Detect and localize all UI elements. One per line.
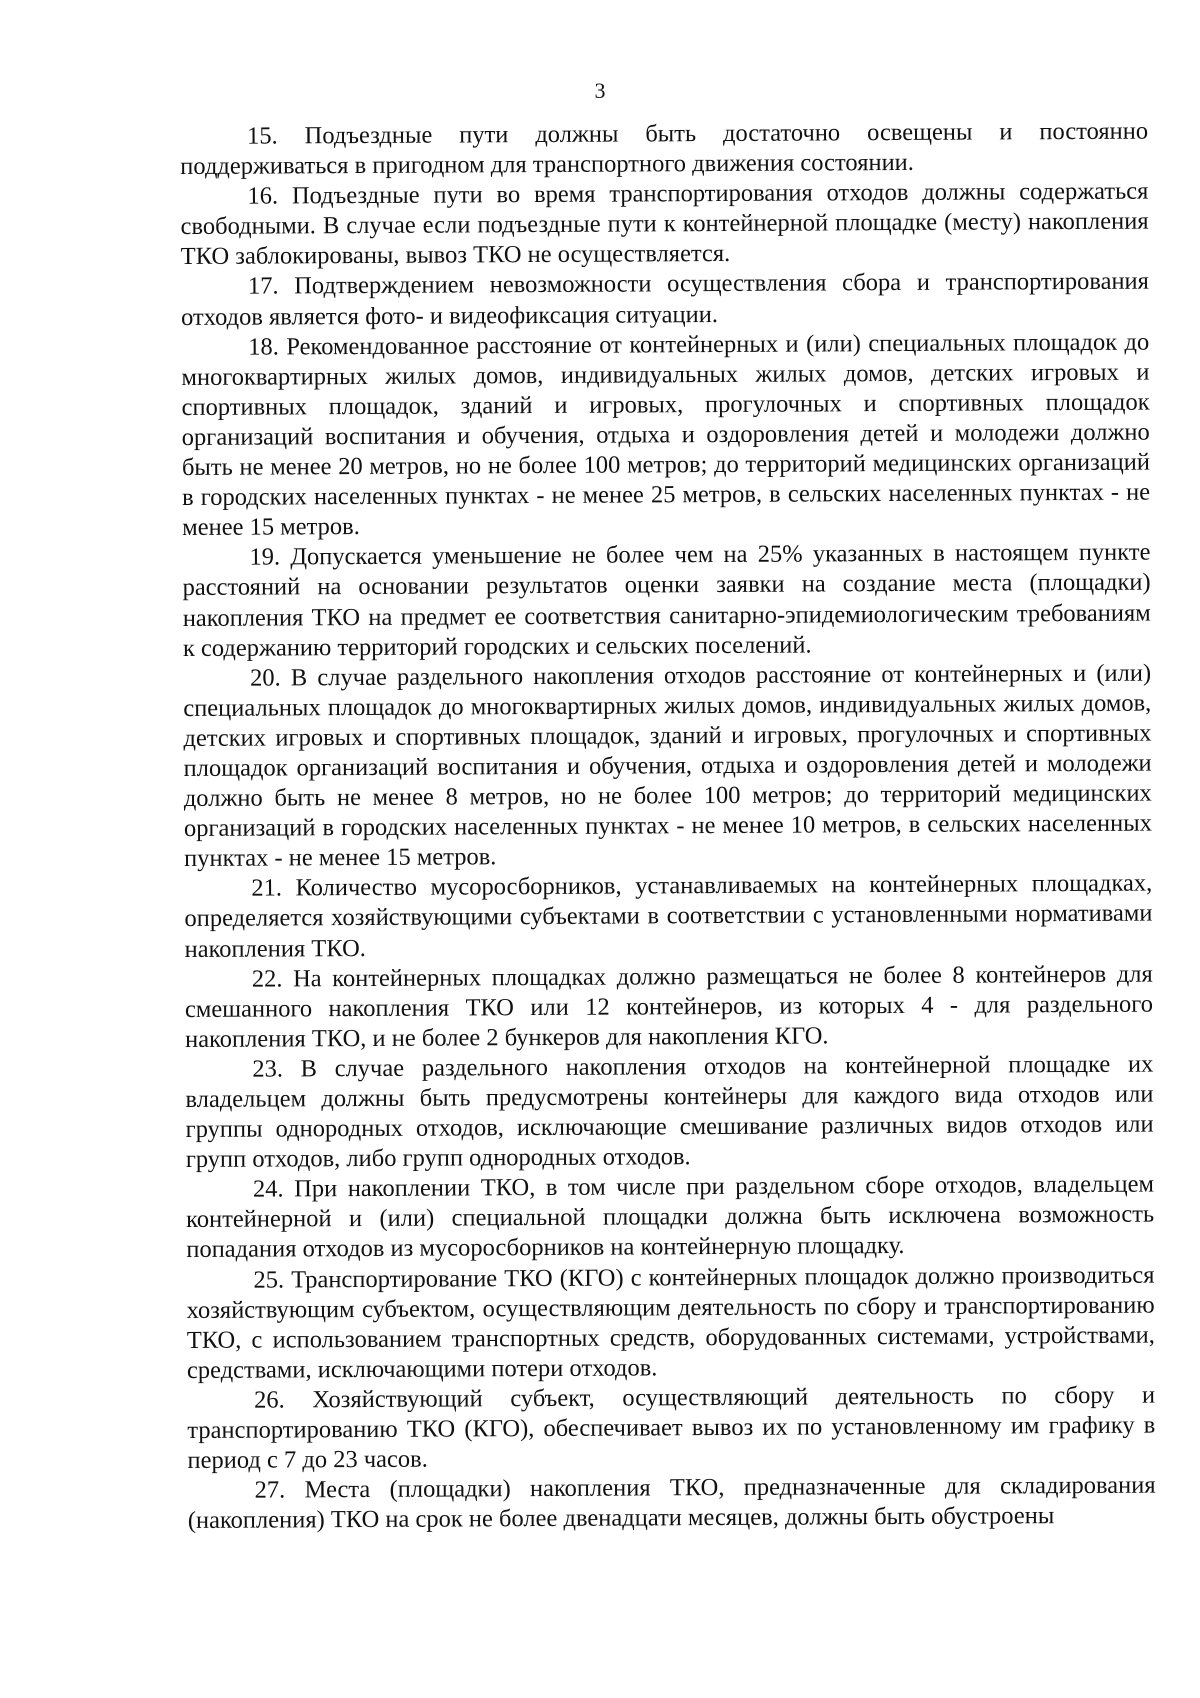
paragraph-text: В случае раздельного накопления отходов на контейнерной площадке их владельцем должны быть предусмотрены контейнеры для каждого вида отходов или группы однородных отходов, исключающие смешивание различных видов отходов или групп отходов, либо групп однородных отходов. [185,1050,1154,1174]
paragraph-number: 26. [254,1386,285,1414]
paragraph-number: 16. [247,182,279,210]
paragraph-number: 19. [249,543,281,571]
paragraph-text: Подъездные пути должны быть достаточно освещены и постоянно поддерживаться в пригодном для транспортного движения состоянии. [180,117,1149,181]
paragraph-26 [187,1381,1155,1477]
paragraph-27 [188,1471,1156,1537]
paragraph-text: На контейнерных площадках должно размещаться не более 8 контейнеров для смешанного накопления ТКО или 12 контейнеров, из которых 4 - для раздельного накопления ТКО, и не более 2 бункеров для накопления КГО. [184,960,1154,1053]
paragraph-18 [181,327,1150,543]
paragraph-23 [185,1049,1154,1175]
paragraph-text: Подтверждением невозможности осуществления сбора и транспортирования отходов является фото- и видеофиксация ситуации. [181,268,1149,331]
paragraph-number: 23. [252,1055,283,1083]
paragraph-22 [185,959,1153,1055]
page-number: 3 [594,78,606,103]
document-body [180,117,1156,1537]
paragraph-text: Количество мусоросборников, устанавливаемых на контейнерных площадках, определяется хозяйствующими субъектами в соответствии с установленными нормативами накопления ТКО. [184,869,1153,963]
paragraph-number: 24. [252,1175,284,1203]
paragraph-17 [181,267,1149,333]
paragraph-24 [186,1170,1154,1266]
paragraph-number: 20. [250,664,281,692]
paragraph-text: При накоплении ТКО, в том числе при раздельном сборе отходов, владельцем контейнерной и (или) специальной площадки должна быть исключена возможность попадания отходов из мусоросборников на контейнерную площадку. [186,1170,1155,1264]
paragraph-text: Транспортирование ТКО (КГО) с контейнерных площадок должно производиться хозяйствующим субъектом, осуществляющим деятельность по сбору и транспортированию ТКО, с использованием транспортных средств, оборудованных системами, устройствами, средствами, исключающими потери отходов. [186,1261,1155,1384]
paragraph-16 [180,177,1148,273]
paragraph-text: Места (площадки) накопления ТКО, предназначенные для складирования (накопления) ТКО на срок не более двенадцати месяцев, должны быть обустроены [187,1471,1156,1535]
paragraph-text: Допускается уменьшение не более чем на 25% указанных в настоящем пункте расстояний на основании результатов оценки заявки на создание места (площадки) накопления ТКО на предмет ее соответствия санитарно-эпидемиологическим требованиям к содержанию территорий городских и сельских поселений. [182,538,1151,662]
paragraph-text: Рекомендованное расстояние от контейнерных и (или) специальных площадок до многоквартирных жилых домов, индивидуальных жилых домов, детских игровых и спортивных площадок, зданий и игровых, прогулочных и спортивных площадок организаций воспитания и обучения, отдыха и оздоровления детей и молодежи должно быть не менее 20 метров, но не более 100 метров; до территорий медицинских организаций в городских населенных пунктах - не менее 25 метров, в сельских населенных пунктах - не менее 15 метров. [181,328,1151,542]
paragraph-text: Хозяйствующий субъект, осуществляющий деятельность по сбору и транспортированию ТКО (КГО), обеспечивает вывоз их по установленному им графику в период с 7 до 23 часов. [187,1381,1156,1475]
paragraph-number: 22. [251,965,283,993]
paragraph-20 [183,658,1152,874]
paragraph-19 [182,538,1151,664]
paragraph-15 [180,117,1148,183]
paragraph-21 [184,869,1152,965]
paragraph-number: 27. [254,1476,286,1504]
paragraph-text: В случае раздельного накопления отходов расстояние от контейнерных и (или) специальных площадок до многоквартирных жилых домов, индивидуальных жилых домов, детских игровых и спортивных площадок, зданий и игровых, прогулочных и спортивных площадок организаций воспитания и обучения, отдыха и оздоровления детей и молодежи должно быть не менее 8 метров, но не более 100 метров; до территорий медицинских организаций в городских населенных пунктах - не менее 10 метров, в сельских населенных пунктах - не менее 15 метров. [183,659,1153,873]
paragraph-number: 17. [247,272,279,301]
paragraph-25 [186,1260,1155,1386]
paragraph-number: 18. [248,333,279,361]
paragraph-number: 25. [253,1265,285,1294]
paragraph-number: 15. [247,122,278,150]
paragraph-number: 21. [251,874,282,902]
paragraph-text: Подъездные пути во время транспортирования отходов должны содержаться свободными. В случае если подъездные пути к контейнерной площадке (месту) накопления ТКО заблокированы, вывоз ТКО не осуществляется. [180,177,1149,271]
